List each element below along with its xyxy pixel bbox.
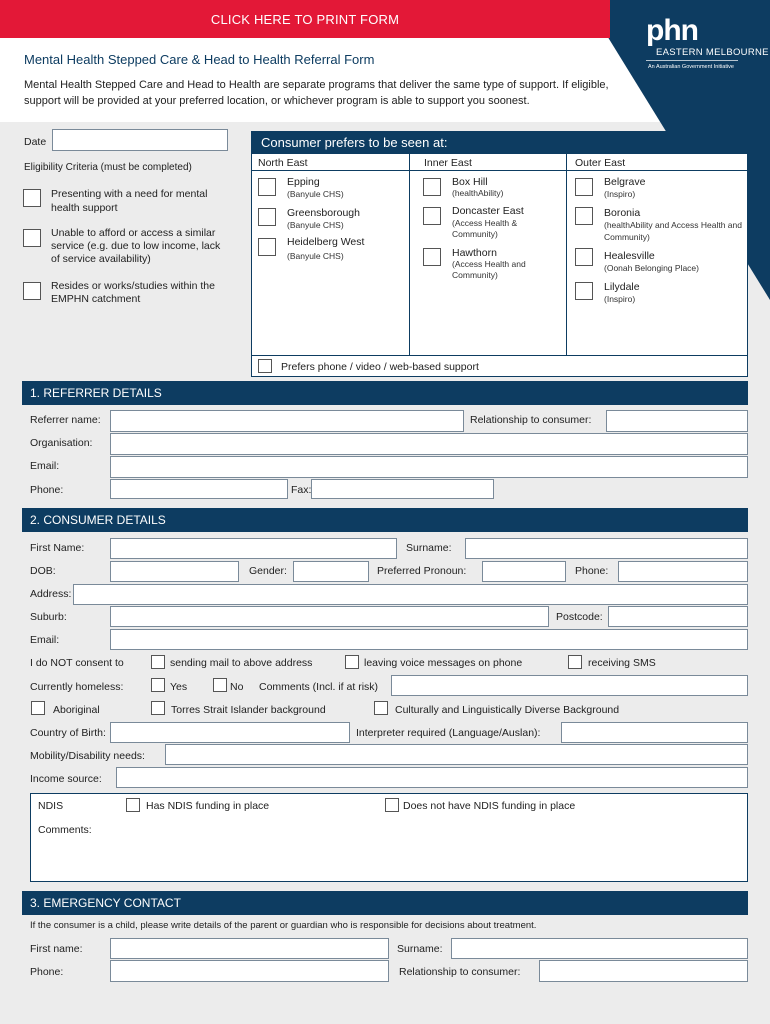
mobility-label: Mobility/Disability needs:	[30, 750, 145, 762]
column-inner-east: Inner East	[424, 157, 472, 169]
referrer-relationship-input[interactable]	[606, 410, 748, 432]
logo-subtitle: EASTERN MELBOURNE	[656, 47, 769, 58]
referrer-relationship-label: Relationship to consumer:	[470, 414, 592, 426]
emergency-phone-label: Phone:	[30, 966, 64, 978]
location-heading: Consumer prefers to be seen at:	[251, 131, 748, 154]
location-provider: (healthAbility)	[452, 188, 504, 198]
surname-label: Surname:	[406, 542, 452, 554]
address-label: Address:	[30, 588, 72, 600]
location-name: Heidelberg West	[287, 236, 365, 248]
consumer-email-input[interactable]	[110, 629, 748, 650]
location-provider: (healthAbility and Access Health and Community)	[604, 220, 742, 242]
location-provider: (Banyule CHS)	[287, 251, 344, 261]
intro-text: Mental Health Stepped Care and Head to Health are separate programs that deliver the same type of support. If eligible, support will be provided at your preferred location, or whichever program is able to support you soonest.	[24, 79, 609, 107]
country-label: Country of Birth:	[30, 727, 106, 739]
location-checkbox-lilydale[interactable]	[575, 282, 593, 300]
column-divider	[566, 154, 567, 355]
consent-mail-checkbox[interactable]	[151, 655, 165, 669]
location-name: Hawthorn	[452, 247, 497, 259]
referrer-section-heading: 1. REFERRER DETAILS	[22, 381, 748, 405]
consent-label: I do NOT consent to	[30, 657, 124, 669]
emergency-surname-input[interactable]	[451, 938, 748, 959]
location-provider: (Banyule CHS)	[287, 220, 344, 230]
location-provider: (Inspiro)	[604, 294, 636, 304]
emergency-section-heading: 3. EMERGENCY CONTACT	[22, 891, 748, 915]
ndis-not-checkbox[interactable]	[385, 798, 399, 812]
remote-support-label: Prefers phone / video / web-based support	[281, 361, 479, 373]
emergency-phone-input[interactable]	[110, 960, 389, 982]
consumer-phone-input[interactable]	[618, 561, 748, 582]
eligibility-item-resides: Resides or works/studies within the EMPHN catchment	[51, 280, 215, 305]
dob-input[interactable]	[110, 561, 239, 582]
ndis-label: NDIS	[38, 800, 64, 812]
fax-input[interactable]	[311, 479, 494, 499]
homeless-label: Currently homeless:	[30, 681, 124, 693]
consumer-section-heading: 2. CONSUMER DETAILS	[22, 508, 748, 532]
emergency-note: If the consumer is a child, please write details of the parent or guardian who is responsible for decisions about treatment.	[30, 920, 537, 931]
referrer-name-input[interactable]	[110, 410, 464, 432]
cald-checkbox[interactable]	[374, 701, 388, 715]
logo-divider	[646, 60, 738, 61]
pronoun-input[interactable]	[482, 561, 566, 582]
emergency-relationship-label: Relationship to consumer:	[399, 966, 521, 978]
organisation-input[interactable]	[110, 433, 748, 455]
homeless-yes-checkbox[interactable]	[151, 678, 165, 692]
location-name: Box Hill	[452, 176, 488, 188]
dob-label: DOB:	[30, 565, 56, 577]
form-title: Mental Health Stepped Care & Head to Health Referral Form	[24, 52, 375, 67]
referrer-name-label: Referrer name:	[30, 414, 101, 426]
ndis-has-checkbox[interactable]	[126, 798, 140, 812]
location-checkbox-doncaster-east[interactable]	[423, 207, 441, 225]
organisation-label: Organisation:	[30, 437, 93, 449]
location-name: Lilydale	[604, 281, 640, 293]
location-checkbox-hawthorn[interactable]	[423, 248, 441, 266]
date-label: Date	[24, 136, 47, 148]
footer-divider	[251, 355, 748, 356]
country-input[interactable]	[110, 722, 350, 743]
consent-sms-checkbox[interactable]	[568, 655, 582, 669]
date-input[interactable]	[52, 129, 228, 151]
location-checkbox-belgrave[interactable]	[575, 178, 593, 196]
postcode-label: Postcode:	[556, 611, 603, 623]
location-checkbox-greensborough[interactable]	[258, 208, 276, 226]
ndis-not-label: Does not have NDIS funding in place	[403, 800, 576, 812]
comments-risk-label: Comments (Incl. if at risk)	[259, 681, 379, 693]
location-name: Doncaster East	[452, 205, 524, 217]
location-name: Greensborough	[287, 207, 360, 219]
logo-gov-text: An Australian Government Initiative	[648, 64, 734, 70]
suburb-input[interactable]	[110, 606, 549, 627]
interpreter-label: Interpreter required (Language/Auslan):	[356, 727, 541, 739]
column-north-east: North East	[258, 157, 308, 169]
income-input[interactable]	[116, 767, 748, 788]
aboriginal-label: Aboriginal	[53, 704, 100, 716]
referrer-email-label: Email:	[30, 460, 60, 472]
suburb-label: Suburb:	[30, 611, 67, 623]
mobility-input[interactable]	[165, 744, 748, 765]
aboriginal-checkbox[interactable]	[31, 701, 45, 715]
ndis-has-label: Has NDIS funding in place	[146, 800, 270, 812]
emergency-first-name-input[interactable]	[110, 938, 389, 959]
location-provider: (Banyule CHS)	[287, 189, 344, 199]
gender-input[interactable]	[293, 561, 369, 582]
location-name: Belgrave	[604, 176, 646, 188]
fax-label: Fax:	[291, 484, 312, 496]
location-provider: (Oonah Belonging Place)	[604, 263, 699, 273]
consent-sms-label: receiving SMS	[588, 657, 656, 669]
print-form-button[interactable]: CLICK HERE TO PRINT FORM	[0, 0, 610, 38]
homeless-yes-label: Yes	[170, 681, 188, 693]
location-checkbox-box-hill[interactable]	[423, 178, 441, 196]
location-checkbox-heidelberg-west[interactable]	[258, 238, 276, 256]
consent-voice-label: leaving voice messages on phone	[364, 657, 523, 669]
consumer-phone-label: Phone:	[575, 565, 609, 577]
consent-mail-label: sending mail to above address	[170, 657, 313, 669]
gender-label: Gender:	[249, 565, 287, 577]
eligibility-checkbox-afford[interactable]	[23, 229, 41, 247]
emergency-surname-label: Surname:	[397, 943, 443, 955]
pronoun-label: Preferred Pronoun:	[377, 565, 467, 577]
interpreter-input[interactable]	[561, 722, 748, 743]
location-name: Boronia	[604, 207, 641, 219]
referrer-phone-label: Phone:	[30, 484, 64, 496]
address-input[interactable]	[73, 584, 748, 605]
first-name-input[interactable]	[110, 538, 397, 559]
phn-logo: phn	[646, 14, 698, 47]
emergency-relationship-input[interactable]	[539, 960, 748, 982]
comments-risk-input[interactable]	[391, 675, 748, 696]
location-checkbox-healesville[interactable]	[575, 248, 593, 266]
referrer-phone-input[interactable]	[110, 479, 288, 499]
location-name: Healesville	[604, 250, 655, 262]
tsi-checkbox[interactable]	[151, 701, 165, 715]
eligibility-item-need: Presenting with a need for mental health support	[51, 188, 208, 214]
header-divider	[251, 170, 748, 171]
ndis-comments-label: Comments:	[38, 824, 92, 836]
homeless-no-checkbox[interactable]	[213, 678, 227, 692]
column-outer-east: Outer East	[575, 157, 626, 169]
location-checkbox-epping[interactable]	[258, 178, 276, 196]
eligibility-item-afford: Unable to afford or access a similar service (e.g. due to low income, lack of service availability)	[51, 227, 221, 265]
location-provider: (Inspiro)	[604, 189, 636, 199]
emergency-first-name-label: First name:	[30, 943, 83, 955]
consumer-email-label: Email:	[30, 634, 60, 646]
remote-support-checkbox[interactable]	[258, 359, 272, 373]
income-label: Income source:	[30, 773, 102, 785]
first-name-label: First Name:	[30, 542, 85, 554]
surname-input[interactable]	[465, 538, 748, 559]
location-provider: (Access Health and Community)	[452, 259, 526, 280]
consent-voice-checkbox[interactable]	[345, 655, 359, 669]
eligibility-checkbox-resides[interactable]	[23, 282, 41, 300]
eligibility-checkbox-need[interactable]	[23, 189, 41, 207]
column-divider	[409, 154, 410, 355]
cald-label: Culturally and Linguistically Diverse Background	[395, 704, 620, 716]
tsi-label: Torres Strait Islander background	[171, 704, 326, 716]
referrer-email-input[interactable]	[110, 456, 748, 478]
location-checkbox-boronia[interactable]	[575, 207, 593, 225]
location-name: Epping	[287, 176, 320, 188]
postcode-input[interactable]	[608, 606, 748, 627]
homeless-no-label: No	[230, 681, 244, 693]
eligibility-criteria-label: Eligibility Criteria (must be completed)	[24, 162, 192, 173]
location-provider: (Access Health & Community)	[452, 218, 518, 239]
